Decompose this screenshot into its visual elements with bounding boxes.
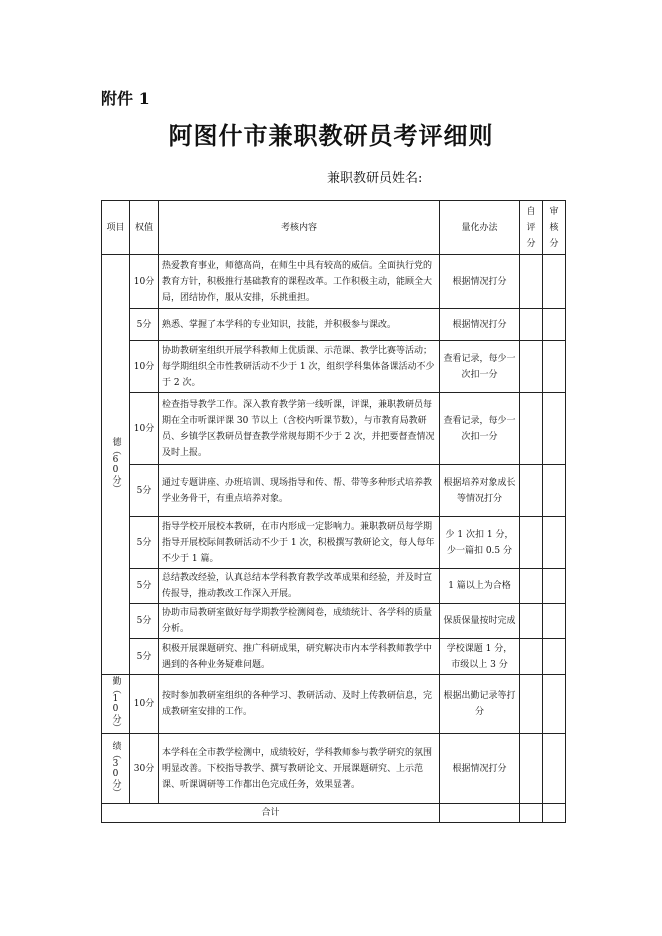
- self-score-cell[interactable]: [520, 309, 543, 341]
- total-review-score-cell[interactable]: [543, 804, 566, 823]
- weight-cell: 10分: [130, 393, 159, 465]
- content-cell: 通过专题讲座、办班培训、现场指导和传、帮、带等多种形式培养教学业务骨干，有重点培养对象。: [159, 465, 440, 517]
- total-self-score-cell[interactable]: [520, 804, 543, 823]
- self-score-cell[interactable]: [520, 639, 543, 675]
- weight-cell: 5分: [130, 517, 159, 569]
- self-score-cell[interactable]: [520, 341, 543, 393]
- table-row: [102, 255, 566, 309]
- review-score-cell[interactable]: [543, 255, 566, 309]
- self-score-cell[interactable]: [520, 604, 543, 639]
- table-row: [102, 734, 566, 804]
- content-cell: 按时参加教研室组织的各种学习、教研活动、及时上传教研信息，完成教研室安排的工作。: [159, 675, 440, 734]
- total-row: [102, 804, 566, 823]
- content-cell: 检查指导教学工作。深入教育教学第一线听课，评课，兼职教研员每期在全市听课评课 30 节以上（含校内听课节数），与市教育局教研员、乡镇学区教研员督查教学常规每期不少于 2 次，并把要督查情况及时上报。: [159, 393, 440, 465]
- review-score-cell[interactable]: [543, 309, 566, 341]
- table-row: [102, 604, 566, 639]
- method-cell: 根据情况打分: [440, 734, 520, 804]
- name-label: 兼职教研员姓名:: [327, 171, 423, 186]
- review-score-cell[interactable]: [543, 569, 566, 604]
- weight-cell: 5分: [130, 569, 159, 604]
- self-score-cell[interactable]: [520, 569, 543, 604]
- content-cell: 总结教改经验，认真总结本学科教育教学改革成果和经验，并及时宣传报导，推动教改工作深入开展。: [159, 569, 440, 604]
- review-score-cell[interactable]: [543, 393, 566, 465]
- content-cell: 热爱教育事业，师德高尚，在师生中具有较高的威信。全面执行党的教育方针，积极推行基础教育的课程改革。工作积极主动，能顾全大局，团结协作，服从安排，乐挑重担。: [159, 255, 440, 309]
- content-cell: 积极开展课题研究、推广科研成果，研究解决市内本学科教师教学中遇到的各种业务疑难问题。: [159, 639, 440, 675]
- total-method-cell: [440, 804, 520, 823]
- method-cell: 学校课题 1 分，市级以上 3 分: [440, 639, 520, 675]
- review-score-cell[interactable]: [543, 604, 566, 639]
- method-cell: 查看记录，每少一次扣一分: [440, 393, 520, 465]
- weight-cell: 30分: [130, 734, 159, 804]
- content-cell: 指导学校开展校本教研，在市内形成一定影响力。兼职教研员每学期指导开展校际间教研活动不少于 1 次，积极撰写教研论文，每人每年不少于 1 篇。: [159, 517, 440, 569]
- group-label-cell: [102, 255, 130, 675]
- self-score-cell[interactable]: [520, 393, 543, 465]
- content-cell: 熟悉、掌握了本学科的专业知识，技能，并积极参与课改。: [159, 309, 440, 341]
- weight-cell: 5分: [130, 465, 159, 517]
- header-item: 项目: [102, 201, 130, 255]
- weight-cell: 5分: [130, 309, 159, 341]
- review-score-cell[interactable]: [543, 517, 566, 569]
- group-label: 绩（30分）: [110, 740, 121, 797]
- self-score-cell[interactable]: [520, 465, 543, 517]
- header-review-score: 审核分: [543, 201, 566, 255]
- method-cell: 保质保量按时完成: [440, 604, 520, 639]
- method-cell: 1 篇以上为合格: [440, 569, 520, 604]
- header-method: 量化办法: [440, 201, 520, 255]
- review-score-cell[interactable]: [543, 639, 566, 675]
- method-cell: 根据情况打分: [440, 309, 520, 341]
- review-score-cell[interactable]: [543, 734, 566, 804]
- header-row: [102, 201, 566, 255]
- table-row: [102, 341, 566, 393]
- weight-cell: 5分: [130, 604, 159, 639]
- table-row: [102, 639, 566, 675]
- header-self-score: 自评分: [520, 201, 543, 255]
- header-weight: 权值: [130, 201, 159, 255]
- method-cell: 根据情况打分: [440, 255, 520, 309]
- content-cell: 协助教研室组织开展学科教师上优质课、示范课、教学比赛等活动；每学期组织全市性教研活动不少于 1 次，组织学科集体备课活动不少于 2 次。: [159, 341, 440, 393]
- method-cell: 查看记录，每少一次扣一分: [440, 341, 520, 393]
- table-row: [102, 675, 566, 734]
- content-cell: 本学科在全市教学检测中，成绩较好，学科教师参与教学研究的氛围明显改善。下校指导教学、撰写教研论文、开展课题研究、上示范课、听课调研等工作都出色完成任务，效果显著。: [159, 734, 440, 804]
- weight-cell: 10分: [130, 675, 159, 734]
- review-score-cell[interactable]: [543, 465, 566, 517]
- group-label: 勤（10分）: [110, 676, 121, 732]
- attachment-label: 附件 1: [101, 89, 150, 108]
- weight-cell: 10分: [130, 255, 159, 309]
- review-score-cell[interactable]: [543, 675, 566, 734]
- method-cell: 根据出勤记录等打分: [440, 675, 520, 734]
- table-row: [102, 569, 566, 604]
- review-score-cell[interactable]: [543, 341, 566, 393]
- table-row: [102, 393, 566, 465]
- weight-cell: 10分: [130, 341, 159, 393]
- self-score-cell[interactable]: [520, 734, 543, 804]
- group-label-cell: [102, 734, 130, 804]
- self-score-cell[interactable]: [520, 517, 543, 569]
- method-cell: 根据培养对象成长等情况打分: [440, 465, 520, 517]
- method-cell: 少 1 次扣 1 分，少一篇扣 0.5 分: [440, 517, 520, 569]
- table-row: [102, 517, 566, 569]
- content-cell: 协助市局教研室做好每学期教学检测阅卷，成绩统计、各学科的质量分析。: [159, 604, 440, 639]
- table-row: [102, 465, 566, 517]
- group-label-cell: [102, 675, 130, 734]
- self-score-cell[interactable]: [520, 255, 543, 309]
- weight-cell: 5分: [130, 639, 159, 675]
- header-content: 考核内容: [159, 201, 440, 255]
- table-row: [102, 309, 566, 341]
- evaluation-table: [101, 200, 566, 823]
- group-label: 德（60分）: [110, 436, 121, 493]
- page-title: 阿图什市兼职教研员考评细则: [168, 121, 494, 150]
- self-score-cell[interactable]: [520, 675, 543, 734]
- total-label: 合计: [102, 804, 440, 823]
